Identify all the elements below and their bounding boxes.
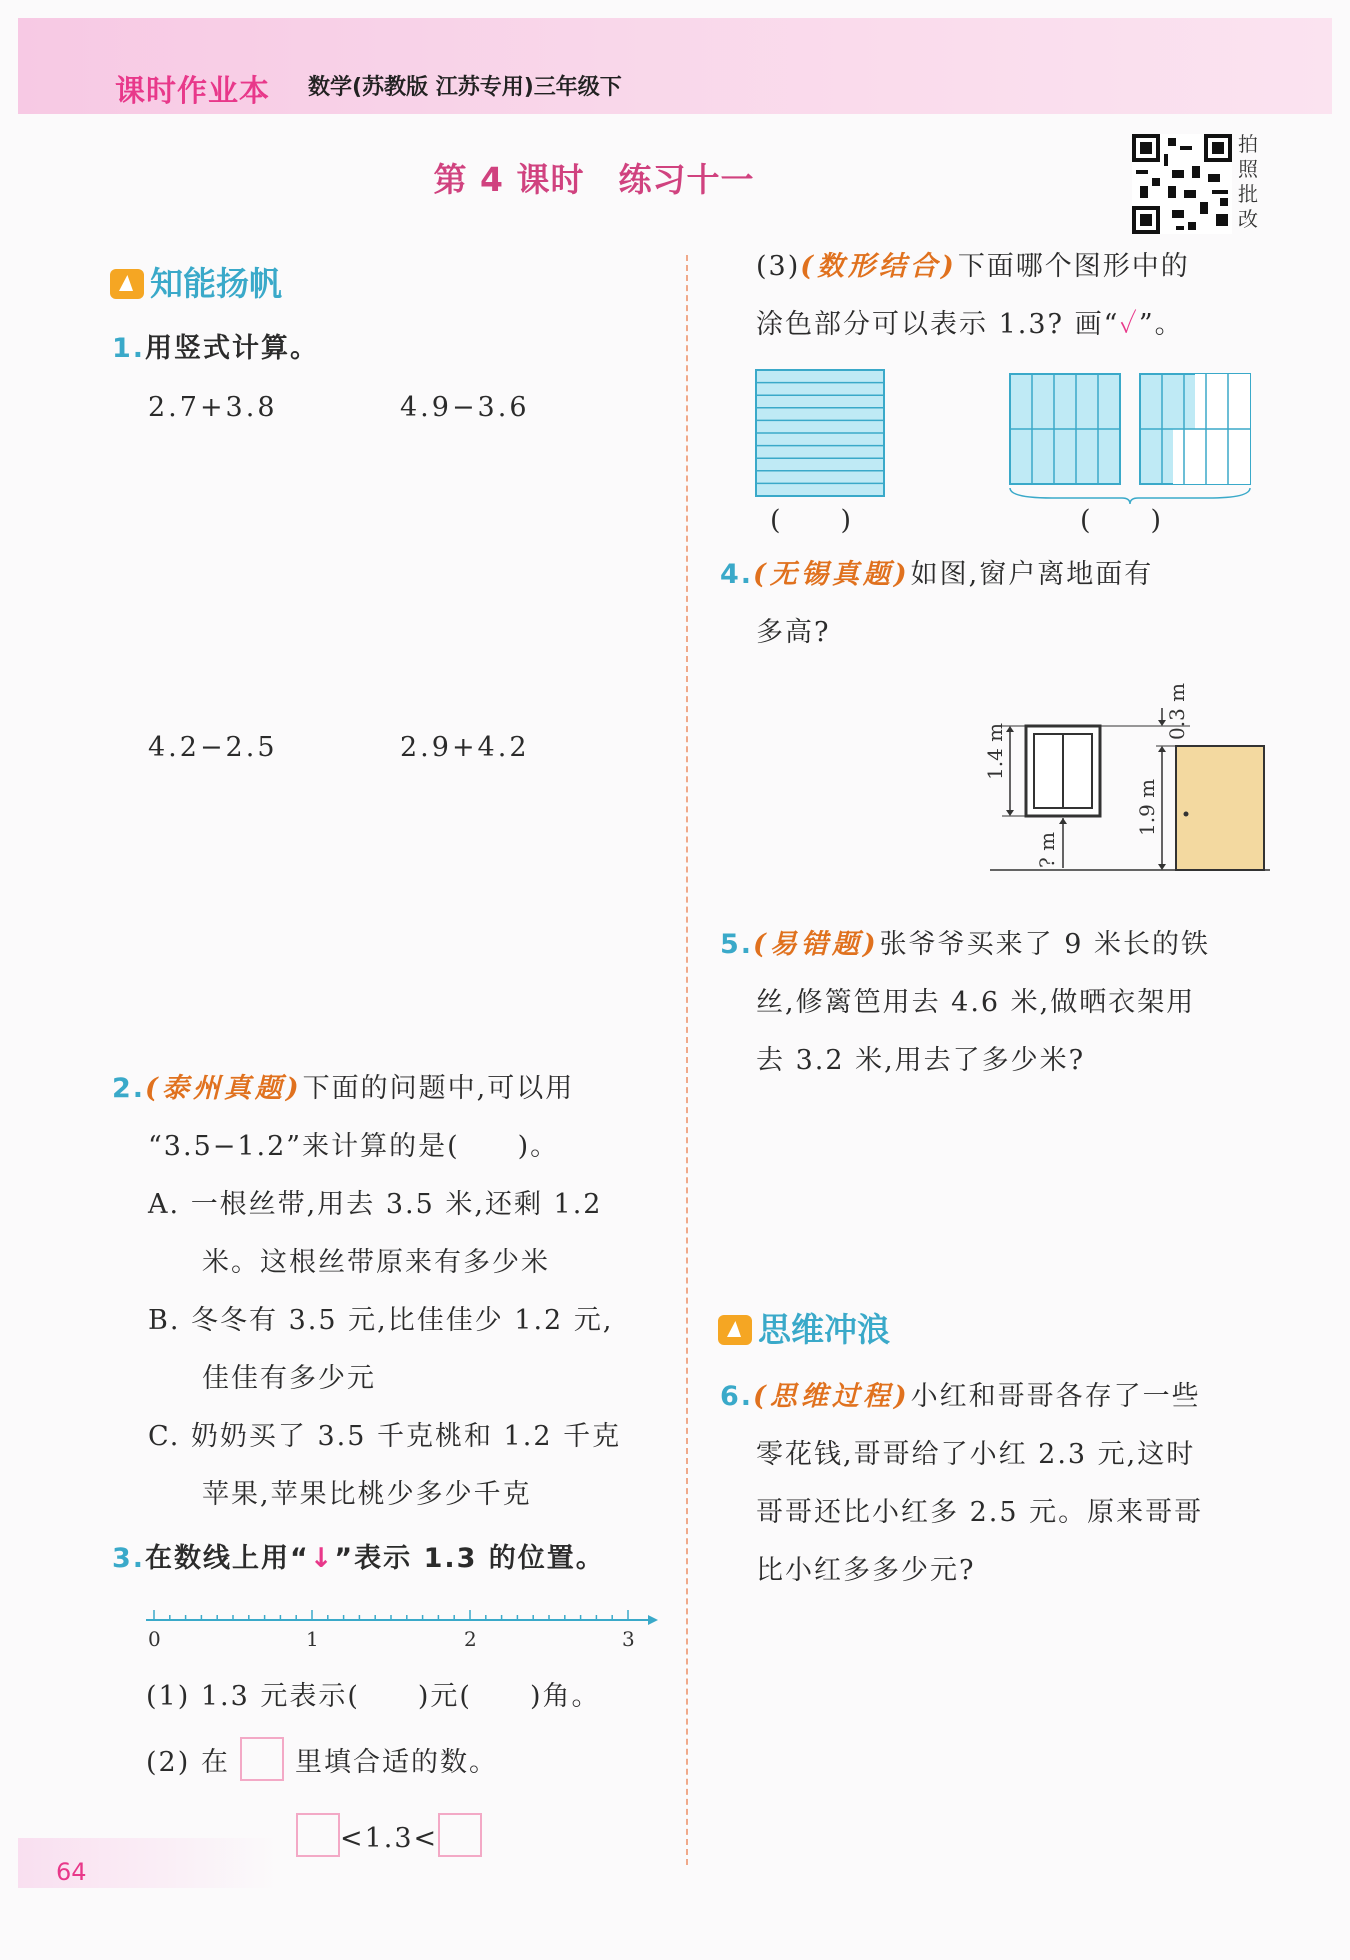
q3-sub1: (1) 1.3 元表示( )元( )角。 — [146, 1681, 601, 1712]
figure-a-answer[interactable]: ( ) — [770, 505, 854, 536]
nl-label-0: 0 — [148, 1627, 161, 1648]
question-1: 1.用竖式计算。 — [112, 333, 320, 364]
question-3: 3.在数线上用“↓”表示 1.3 的位置。 — [112, 1543, 605, 1574]
question-6: 6.(思维过程)小红和哥哥各存了一些 零花钱,哥哥给了小红 2.3 元,这时 哥哥还比小红多 2.5 元。原来哥哥 比小红多多少元? — [720, 1381, 1204, 1586]
section-title-knowledge: 知能扬帆 — [110, 258, 282, 305]
lesson-title: 第 4 课时 练习十一 — [433, 160, 755, 199]
q3-sub3: (3)(数形结合)下面哪个图形中的 涂色部分可以表示 1.3? 画“✓”。 — [756, 251, 1190, 340]
q3-inequality: <1.3< — [296, 1810, 482, 1868]
label-gap: 0.3 m — [1165, 682, 1189, 740]
nl-label-1: 1 — [306, 1627, 319, 1648]
window-door-diagram — [980, 668, 1270, 888]
fraction-figures — [752, 364, 1262, 504]
expr-2: 4.9−3.6 — [400, 392, 530, 423]
label-window-height: 1.4 m — [983, 722, 1007, 780]
brand-title: 课时作业本 — [115, 74, 270, 109]
sail-icon — [110, 269, 144, 299]
wave-icon — [718, 1315, 752, 1345]
nl-label-2: 2 — [464, 1627, 477, 1648]
qr-label: 拍照批改 — [1238, 132, 1258, 231]
label-door-height: 1.9 m — [1135, 778, 1159, 836]
figure-a[interactable] — [756, 370, 884, 496]
expr-4: 2.9+4.2 — [400, 732, 530, 763]
option-b[interactable]: B. 冬冬有 3.5 元,比佳佳少 1.2 元, — [148, 1305, 614, 1336]
answer-box[interactable] — [240, 1737, 284, 1781]
expr-1: 2.7+3.8 — [148, 392, 278, 423]
page-number: 64 — [56, 1858, 87, 1886]
nl-label-3: 3 — [622, 1627, 635, 1648]
label-unknown: ? m — [1035, 831, 1059, 868]
figure-b-answer[interactable]: ( ) — [1080, 505, 1164, 536]
question-4: 4.(无锡真题)如图,窗户离地面有 多高? — [720, 559, 1154, 648]
number-line[interactable] — [140, 1598, 660, 1648]
subject-label: 数学(苏教版 江苏专用)三年级下 — [308, 75, 622, 100]
q3-sub2: (2) 在 里填合适的数。 — [146, 1734, 498, 1792]
expr-3: 4.2−2.5 — [148, 732, 278, 763]
option-c[interactable]: C. 奶奶买了 3.5 千克桃和 1.2 千克 — [148, 1421, 622, 1452]
check-icon: ✓ — [1119, 309, 1139, 340]
arrow-down-icon: ↓ — [309, 1543, 335, 1574]
section-title-thinking: 思维冲浪 — [718, 1304, 890, 1351]
column-divider — [686, 255, 688, 1865]
answer-box-left[interactable] — [296, 1813, 340, 1857]
qr-code-icon[interactable] — [1132, 134, 1232, 234]
option-a[interactable]: A. 一根丝带,用去 3.5 米,还剩 1.2 — [148, 1189, 603, 1220]
question-5: 5.(易错题)张爷爷买来了 9 米长的铁 丝,修篱笆用去 4.6 米,做晒衣架用 去 3.2 米,用去了多少米? — [720, 929, 1210, 1076]
question-2: 2.(泰州真题)下面的问题中,可以用 “3.5−1.2”来计算的是( )。 A. 一根丝带,用去 3.5 米,还剩 1.2 米。这根丝带原来有多少米 B. 冬冬有 3.5 元,比佳佳少 1.2 元, 佳佳有多少元 C. 奶奶买了 3.5 千克桃和 1.2 千克 苹果,苹果比桃少多少千克 — [112, 1060, 672, 1524]
figure-b[interactable] — [1010, 374, 1250, 504]
answer-box-right[interactable] — [438, 1813, 482, 1857]
